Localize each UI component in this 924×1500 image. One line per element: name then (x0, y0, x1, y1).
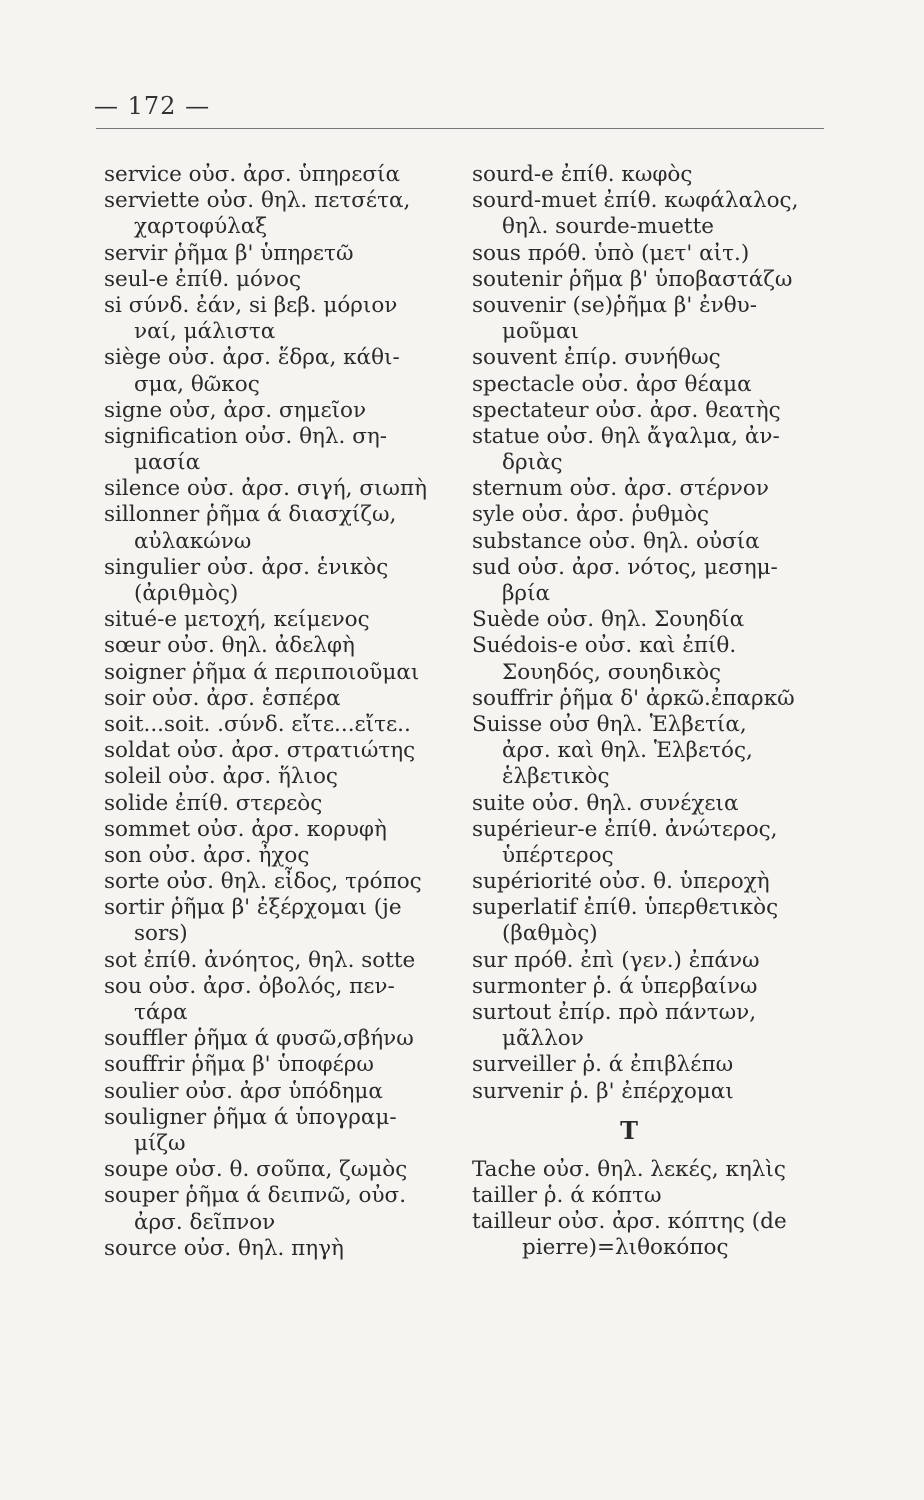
dictionary-entry: sorte οὐσ. θηλ. εἶδος, τρόπος (104, 869, 422, 895)
dictionary-entry: situé-e μετοχή, κείμενος (104, 607, 370, 633)
dictionary-entry: Tache οὐσ. θηλ. λεκές, κηλὶς (472, 1156, 786, 1182)
dictionary-entry: servir ῥῆμα β' ὑπηρετῶ (104, 240, 354, 266)
dictionary-entry: spectacle οὐσ. ἀρσ θέαμα (472, 371, 752, 397)
dictionary-entry: solide ἐπίθ. στερεὸς (104, 790, 323, 816)
dictionary-entry: soulier οὐσ. ἀρσ ὑπόδημα (104, 1078, 383, 1104)
dictionary-entry-continuation: μασία (134, 450, 201, 476)
dictionary-entry-continuation: μᾶλλον (502, 1026, 584, 1052)
dictionary-entry: supériorité οὐσ. θ. ὑπεροχὴ (472, 869, 770, 895)
dictionary-entry: souvent ἐπίρ. συνήθως (472, 345, 721, 371)
dictionary-entry-continuation: ναί, μάλιστα (134, 319, 276, 345)
dictionary-entry-continuation: ἑλβετικὸς (502, 764, 610, 790)
dictionary-entry-continuation: θηλ. sourde-muette (502, 214, 714, 240)
dictionary-entry: si σύνδ. ἐάν, si βεβ. μόριον (104, 292, 398, 318)
dictionary-entry: surtout ἐπίρ. πρὸ πάντων, (472, 1000, 757, 1025)
dictionary-entry: Suède οὐσ. θηλ. Σουηδία (472, 607, 745, 633)
dictionary-entry-continuation: μίζω (134, 1130, 186, 1156)
right-column (472, 162, 826, 1262)
dictionary-entry: soutenir ῥῆμα β' ὑποβαστάζω (472, 266, 793, 292)
dictionary-entry-continuation: ὑπέρτερος (502, 842, 614, 868)
dictionary-entry-continuation: (βαθμὸς) (502, 921, 598, 947)
dictionary-entry-continuation: σμα, θῶκος (134, 371, 260, 397)
dictionary-entry: tailler ῥ. ά κόπτω (472, 1182, 662, 1208)
dictionary-entry: surmonter ῥ. ά ὑπερβαίνω (472, 973, 758, 999)
dictionary-entry: source οὐσ. θηλ. πηγὴ (104, 1235, 344, 1261)
dictionary-entry: Suisse οὐσ θηλ. Ἑλβετία, (472, 711, 747, 737)
dictionary-entry: statue οὐσ. θηλ ἄγαλμα, ἀν- (472, 423, 780, 449)
dictionary-entry: sternum οὐσ. ἀρσ. στέρνον (472, 476, 769, 502)
dictionary-entry: sou οὐσ. ἀρσ. ὀβολός, πεν- (104, 973, 395, 999)
dictionary-entry-continuation: sors) (134, 921, 188, 947)
dictionary-entry: son οὐσ. ἀρσ. ἦχος (104, 842, 310, 868)
dictionary-entry: syle οὐσ. ἀρσ. ῥυθμὸς (472, 502, 710, 528)
dictionary-entry-continuation: δριὰς (502, 450, 563, 476)
dictionary-entry: sourd-e ἐπίθ. κωφὸς (472, 162, 693, 187)
dictionary-entry: souffrir ῥῆμα β' ὑποφέρω (104, 1052, 374, 1078)
dictionary-entry: sud οὐσ. ἀρσ. νότος, μεσημ- (472, 554, 778, 580)
dictionary-entry: signe οὐσ, ἀρσ. σημεῖον (104, 397, 367, 423)
dictionary-entry: soldat οὐσ. ἀρσ. στρατιώτης (104, 738, 416, 764)
section-letter-heading: T (620, 1115, 638, 1145)
dictionary-entry-continuation: χαρτοφύλαξ (134, 214, 268, 240)
dictionary-entry: souffrir ῥῆμα δ' ἀρκῶ.ἐπαρκῶ (472, 685, 795, 711)
dictionary-entry: seul-e ἐπίθ. μόνος (104, 266, 301, 292)
dictionary-entry: souffler ῥῆμα ά φυσῶ,σβήνω (104, 1026, 414, 1052)
dictionary-entry-continuation: ἀρσ. δεῖπνον (134, 1209, 276, 1235)
dictionary-entry: superlatif ἐπίθ. ὑπερθετικὸς (472, 895, 779, 921)
dictionary-entry: serviette οὐσ. θηλ. πετσέτα, (104, 188, 411, 214)
dictionary-entry: survenir ῥ. β' ἐπέρχομαι (472, 1078, 734, 1104)
dictionary-entry: souvenir (se)ῥῆμα β' ἐνθυ- (472, 292, 757, 318)
dictionary-entry: service οὐσ. ἀρσ. ὑπηρεσία (104, 162, 401, 187)
dictionary-entry-continuation: (ἀριθμὸς) (134, 581, 239, 606)
dictionary-entry: soleil οὐσ. ἀρσ. ἥλιος (104, 764, 338, 790)
dictionary-entry: soir οὐσ. ἀρσ. ἑσπέρα (104, 685, 341, 711)
dictionary-entry-continuation: μοῦμαι (502, 319, 579, 345)
dictionary-entry: signification οὐσ. θηλ. ση- (104, 423, 388, 449)
dictionary-entry: sillonner ῥῆμα ά διασχίζω, (104, 502, 397, 528)
dictionary-entry: spectateur οὐσ. ἀρσ. θεατὴς (472, 397, 781, 423)
dictionary-entry: substance οὐσ. θηλ. οὐσία (472, 528, 760, 554)
dictionary-entry: soigner ῥῆμα ά περιποιοῦμαι (104, 659, 420, 685)
header-rule (96, 128, 824, 129)
dictionary-entry-continuation: αὐλακώνω (134, 528, 252, 554)
dictionary-entry-continuation: βρία (502, 581, 551, 606)
dictionary-entry: souligner ῥῆμα ά ὑπογραμ- (104, 1104, 397, 1130)
dictionary-entry: sommet οὐσ. ἀρσ. κορυφὴ (104, 816, 387, 842)
dictionary-entry-continuation: pierre)=λιθοκόπος (522, 1235, 729, 1261)
dictionary-entry: supérieur-e ἐπίθ. ἀνώτερος, (472, 816, 778, 842)
left-column (104, 162, 456, 1262)
dictionary-entry: soupe οὐσ. θ. σοῦπα, ζωμὸς (104, 1157, 408, 1183)
dictionary-entry: surveiller ῥ. ά ἐπιβλέπω (472, 1052, 734, 1078)
dictionary-entry: soit...soit. .σύνδ. εἴτε...εἴτε.. (104, 711, 411, 737)
dictionary-entry: sous πρόθ. ὑπὸ (μετ' αἰτ.) (472, 240, 750, 266)
dictionary-entry: Suédois-e οὐσ. καὶ ἐπίθ. (472, 633, 737, 659)
dictionary-entry: sœur οὐσ. θηλ. ἀδελφὴ (104, 633, 355, 659)
dictionary-entry: sourd-muet ἐπίθ. κωφάλαλος, (472, 188, 799, 214)
dictionary-entry: singulier οὐσ. ἀρσ. ἑνικὸς (104, 554, 389, 580)
dictionary-entry: tailleur οὐσ. ἀρσ. κόπτης (de (472, 1209, 787, 1235)
dictionary-entry-continuation: ἀρσ. καὶ θηλ. Ἑλβετός, (502, 738, 753, 764)
page-number: — 172 — (94, 92, 211, 120)
dictionary-entry-continuation: Σουηδός, σουηδικὸς (502, 659, 722, 685)
dictionary-entry: silence οὐσ. ἀρσ. σιγή, σιωπὴ (104, 476, 427, 502)
dictionary-entry: sur πρόθ. ἐπὶ (γεν.) ἐπάνω (472, 947, 760, 973)
dictionary-entry: souper ῥῆμα ά δειπνῶ, οὐσ. (104, 1183, 407, 1209)
dictionary-entry-continuation: τάρα (134, 1000, 188, 1025)
dictionary-entry: sortir ῥῆμα β' ἐξέρχομαι (je (104, 895, 402, 921)
dictionary-entry: siège οὐσ. ἀρσ. ἕδρα, κάθι- (104, 345, 400, 371)
dictionary-entry: suite οὐσ. θηλ. συνέχεια (472, 790, 739, 816)
dictionary-entry: sot ἐπίθ. ἀνόητος, θηλ. sotte (104, 947, 416, 973)
